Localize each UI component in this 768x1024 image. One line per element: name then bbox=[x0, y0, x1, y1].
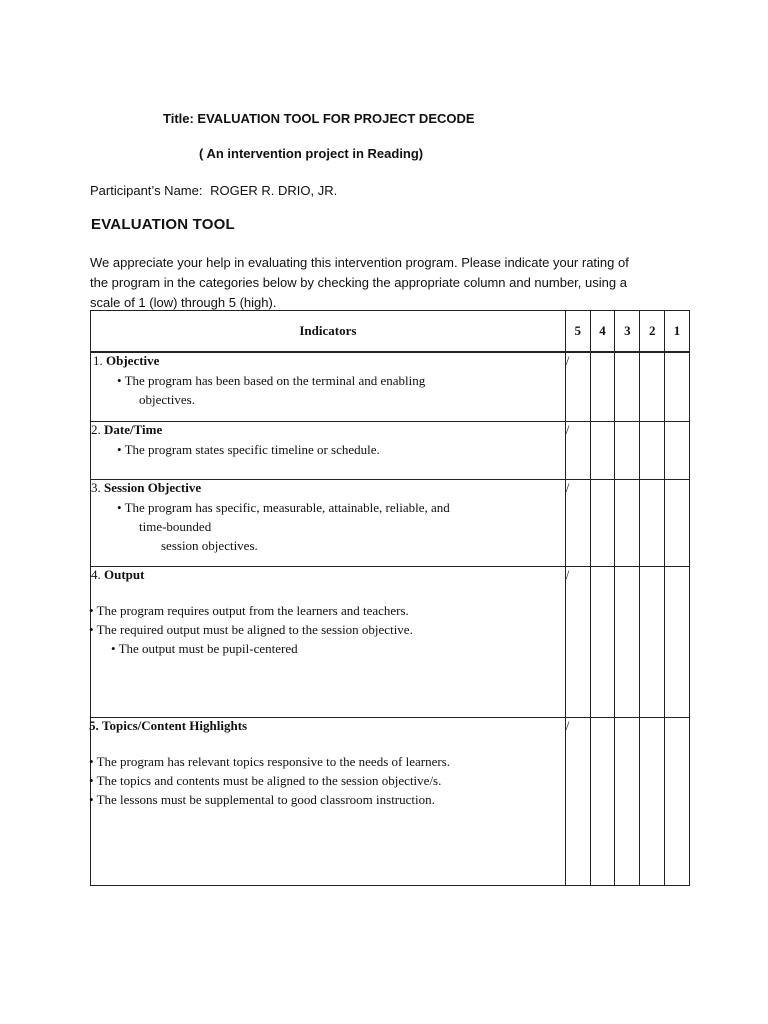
indicator-title bbox=[91, 422, 565, 438]
score-cell-1[interactable] bbox=[665, 479, 690, 566]
evaluation-table bbox=[90, 310, 690, 886]
spacer bbox=[91, 585, 565, 601]
table-row bbox=[91, 421, 690, 479]
score-cell-5[interactable]: / bbox=[565, 479, 590, 566]
table-row bbox=[91, 717, 690, 885]
indicator-number: 2. bbox=[91, 421, 101, 437]
indicator-bullet: • The required output must be aligned to the session objective. bbox=[89, 621, 413, 637]
participant-label: Participant’s Name: bbox=[90, 183, 203, 198]
indicator-cell bbox=[91, 717, 566, 885]
score-cell-2[interactable] bbox=[640, 566, 665, 717]
indicator-title bbox=[89, 718, 565, 734]
indicator-bullet: • The program requires output from the learners and teachers. bbox=[89, 602, 409, 618]
score-cell-4[interactable] bbox=[590, 421, 615, 479]
indicator-bullet: • The program has relevant topics responsive to the needs of learners. bbox=[89, 753, 450, 769]
indicator-number: 5. bbox=[89, 717, 99, 733]
score-cell-4[interactable] bbox=[590, 352, 615, 421]
table-row bbox=[91, 352, 690, 421]
indicator-name: Output bbox=[104, 566, 145, 582]
indicator-title bbox=[91, 567, 565, 583]
indicator-bullet: objectives. bbox=[139, 392, 195, 407]
indicator-bullet: • The program has specific, measurable, attainable, reliable, and bbox=[117, 499, 450, 515]
score-cell-5[interactable]: / bbox=[565, 566, 590, 717]
indicator-cell bbox=[91, 566, 566, 717]
page-subtitle: ( An intervention project in Reading) bbox=[199, 146, 424, 161]
indicator-name: Date/Time bbox=[104, 421, 163, 437]
score-cell-1[interactable] bbox=[665, 421, 690, 479]
indicator-number: 1. bbox=[93, 353, 103, 368]
indicator-bullet: • The lessons must be supplemental to good classroom instruction. bbox=[89, 791, 435, 807]
page-title: Title: EVALUATION TOOL FOR PROJECT DECODE bbox=[163, 111, 475, 126]
table-row bbox=[91, 566, 690, 717]
indicator-cell bbox=[91, 352, 566, 421]
participant-line bbox=[90, 183, 337, 198]
indicator-bullet: • The topics and contents must be aligned to the session objective/s. bbox=[89, 772, 442, 788]
indicators-header: Indicators bbox=[91, 311, 566, 353]
score-header-3: 3 bbox=[615, 311, 640, 353]
score-cell-4[interactable] bbox=[590, 479, 615, 566]
score-cell-5[interactable]: / bbox=[565, 352, 590, 421]
score-cell-3[interactable] bbox=[615, 566, 640, 717]
score-header-5: 5 bbox=[565, 311, 590, 353]
score-cell-2[interactable] bbox=[640, 421, 665, 479]
score-cell-1[interactable] bbox=[665, 566, 690, 717]
score-header-1: 1 bbox=[665, 311, 690, 353]
score-cell-4[interactable] bbox=[590, 566, 615, 717]
score-cell-1[interactable] bbox=[665, 352, 690, 421]
indicator-bullet: • The program has been based on the terminal and enabling bbox=[117, 373, 426, 388]
indicator-number: 4. bbox=[91, 566, 101, 582]
score-cell-3[interactable] bbox=[615, 352, 640, 421]
indicator-bullet: time-bounded bbox=[139, 518, 212, 534]
participant-name: ROGER R. DRIO, JR. bbox=[210, 183, 338, 198]
indicator-title bbox=[91, 353, 565, 369]
score-header-4: 4 bbox=[590, 311, 615, 353]
score-cell-3[interactable] bbox=[615, 717, 640, 885]
section-heading: EVALUATION TOOL bbox=[91, 216, 235, 233]
score-cell-5[interactable]: / bbox=[565, 717, 590, 885]
indicator-number: 3. bbox=[91, 479, 101, 495]
indicator-name: Session Objective bbox=[104, 479, 202, 495]
score-cell-2[interactable] bbox=[640, 717, 665, 885]
table-body bbox=[91, 352, 690, 885]
indicator-cell bbox=[91, 479, 566, 566]
score-header-2: 2 bbox=[640, 311, 665, 353]
score-cell-2[interactable] bbox=[640, 479, 665, 566]
indicator-bullet: • The program states specific timeline or schedule. bbox=[117, 441, 380, 457]
score-cell-4[interactable] bbox=[590, 717, 615, 885]
spacer bbox=[91, 736, 565, 752]
indicator-name: Topics/Content Highlights bbox=[102, 717, 248, 733]
indicator-bullet: • The output must be pupil-centered bbox=[111, 640, 298, 656]
header-row bbox=[91, 311, 690, 353]
indicator-title bbox=[91, 480, 565, 496]
indicator-cell bbox=[91, 421, 566, 479]
table-row bbox=[91, 479, 690, 566]
score-cell-2[interactable] bbox=[640, 352, 665, 421]
indicator-bullet: session objectives. bbox=[161, 537, 258, 553]
table-header bbox=[91, 311, 690, 353]
indicator-name: Objective bbox=[106, 353, 160, 368]
score-cell-3[interactable] bbox=[615, 421, 640, 479]
score-cell-5[interactable]: / bbox=[565, 421, 590, 479]
score-cell-1[interactable] bbox=[665, 717, 690, 885]
score-cell-3[interactable] bbox=[615, 479, 640, 566]
intro-paragraph: We appreciate your help in evaluating this intervention program. Please indicate your rating of the program in the categories below by checking the appropriate column and number, using a scale of 1 (low) through 5 (high). bbox=[90, 255, 629, 310]
